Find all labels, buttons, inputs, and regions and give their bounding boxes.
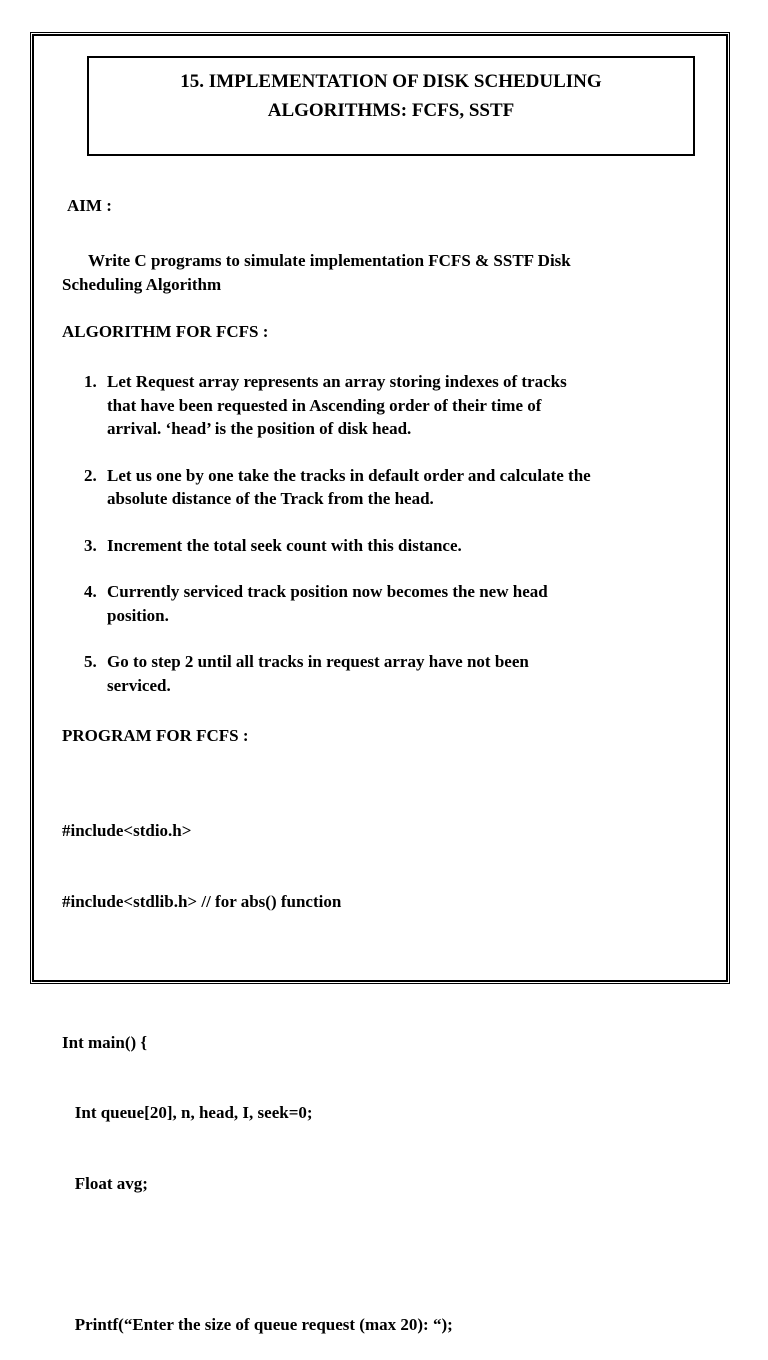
step-line: that have been requested in Ascending order of their time of: [107, 395, 542, 415]
algorithm-step-4: [84, 580, 704, 627]
code-line: Float avg;: [62, 1173, 148, 1193]
algorithm-heading: ALGORITHM FOR FCFS :: [62, 322, 269, 341]
algorithm-step-1: [84, 370, 704, 441]
step-number: 5.: [84, 652, 97, 671]
code-line: #include<stdio.h>: [62, 821, 192, 840]
step-number: 2.: [84, 465, 97, 485]
step-line: Go to step 2 until all tracks in request array have not been: [107, 652, 529, 671]
code-line: Int queue[20], n, head, I, seek=0;: [62, 1103, 313, 1122]
code-line: #include<stdlib.h> // for abs() function: [62, 891, 342, 911]
step-number: 4.: [84, 582, 97, 601]
algorithm-step-5: [84, 650, 704, 697]
code-block: [62, 772, 702, 1360]
step-line: arrival. ‘head’ is the position of disk head.: [107, 419, 412, 438]
aim-text-line-1: Write C programs to simulate implementation FCFS & SSTF Disk: [88, 251, 571, 270]
step-line: Increment the total seek count with this distance.: [107, 535, 462, 555]
code-line: Printf(“Enter the size of queue request (max 20): “);: [62, 1314, 453, 1334]
step-line: serviced.: [107, 675, 171, 695]
step-line: Currently serviced track position now becomes the new head: [107, 582, 548, 601]
aim-text: [62, 249, 702, 297]
step-line: absolute distance of the Track from the head.: [107, 489, 434, 508]
algorithm-step-2: [84, 464, 704, 511]
algorithm-steps: [84, 370, 704, 697]
step-line: position.: [107, 605, 169, 625]
program-heading: PROGRAM FOR FCFS :: [62, 726, 249, 745]
title-line-2: ALGORITHMS: FCFS, SSTF: [267, 100, 515, 121]
code-blank-line: [62, 1242, 702, 1266]
algorithm-step-3: [84, 534, 704, 558]
step-number: 3.: [84, 535, 97, 555]
title-box: [87, 56, 695, 156]
step-line: Let Request array represents an array storing indexes of tracks: [107, 372, 567, 391]
code-line: Int main() {: [62, 1032, 148, 1052]
aim-text-line-2: Scheduling Algorithm: [62, 275, 222, 294]
step-line: Let us one by one take the tracks in default order and calculate the: [107, 465, 591, 485]
code-blank-line: [62, 960, 702, 984]
aim-label: AIM :: [67, 196, 112, 215]
title-line-1: 15. IMPLEMENTATION OF DISK SCHEDULING: [180, 71, 602, 92]
step-number: 1.: [84, 372, 97, 391]
